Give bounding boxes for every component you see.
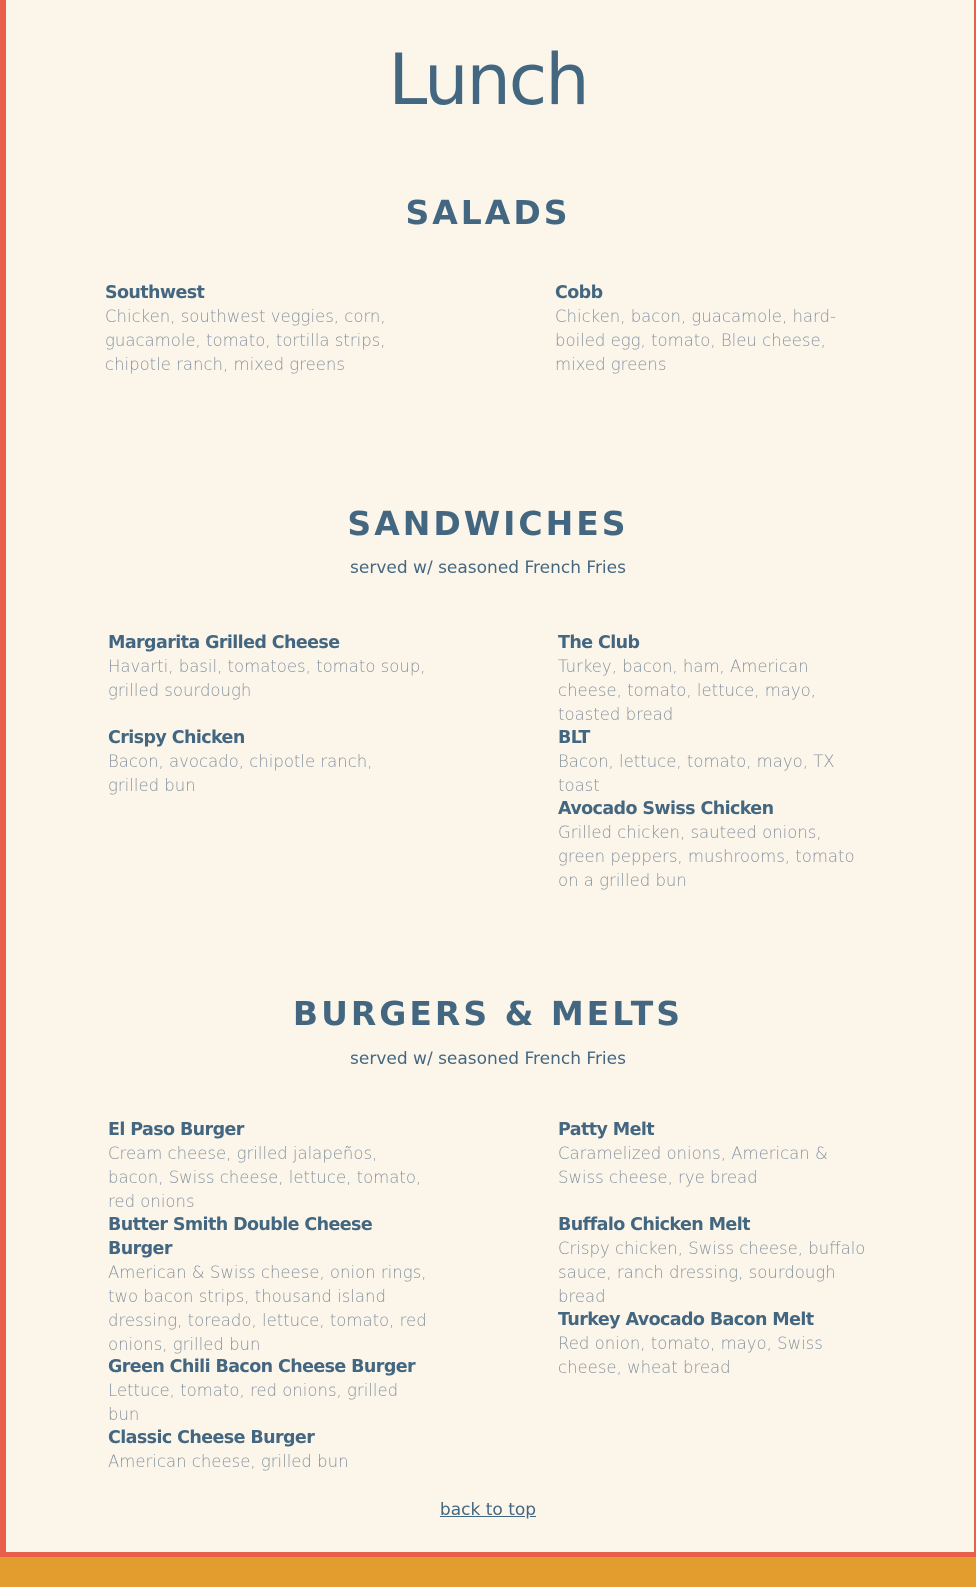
burgers-subtitle: served w/ seasoned French Fries bbox=[350, 1049, 626, 1069]
item-name: Patty Melt bbox=[558, 1120, 655, 1140]
burgers-heading: BURGERS & MELTS bbox=[292, 994, 684, 1033]
item-name: Crispy Chicken bbox=[108, 728, 245, 748]
item-description: Caramelized onions, American & Swiss cheese, rye bread bbox=[558, 1144, 828, 1187]
menu-item-buffalo-chicken-melt bbox=[558, 1213, 868, 1309]
item-description: Chicken, bacon, guacamole, hard-boiled egg, tomato, Bleu cheese, mixed greens bbox=[555, 307, 836, 374]
menu-item-cobb bbox=[555, 281, 865, 377]
bottom-border-gold bbox=[0, 1557, 976, 1587]
menu-item-butter-smith-double-cheese-burger bbox=[108, 1213, 428, 1357]
menu-item-southwest bbox=[105, 281, 395, 377]
item-name: Cobb bbox=[555, 283, 603, 303]
left-border bbox=[0, 0, 6, 1554]
back-to-top-link[interactable]: back to top bbox=[439, 1500, 537, 1520]
salads-heading: SALADS bbox=[405, 193, 571, 232]
item-name: Green Chili Bacon Cheese Burger bbox=[108, 1357, 416, 1377]
item-description: Bacon, avocado, chipotle ranch, grilled bun bbox=[108, 752, 373, 795]
sandwiches-heading: SANDWICHES bbox=[347, 504, 629, 543]
item-description: Chicken, southwest veggies, corn, guacamole, tomato, tortilla strips, chipotle ranch, mixed greens bbox=[105, 307, 386, 374]
menu-item-classic-cheese-burger bbox=[108, 1426, 428, 1474]
item-description: American & Swiss cheese, onion rings, two bacon strips, thousand island dressing, toreado, lettuce, tomato, red onions, grilled bun bbox=[108, 1263, 427, 1354]
item-description: Havarti, basil, tomatoes, tomato soup, grilled sourdough bbox=[108, 657, 426, 700]
menu-item-turkey-avocado-bacon-melt bbox=[558, 1308, 868, 1380]
back-to-top-container bbox=[0, 1499, 976, 1521]
item-description: Red onion, tomato, mayo, Swiss cheese, wheat bread bbox=[558, 1334, 823, 1377]
item-name: Avocado Swiss Chicken bbox=[558, 799, 774, 819]
menu-item-blt bbox=[558, 726, 868, 798]
item-name: Southwest bbox=[105, 283, 205, 303]
item-name: BLT bbox=[558, 728, 590, 748]
item-name: Butter Smith Double Cheese Burger bbox=[108, 1215, 373, 1259]
item-description: Bacon, lettuce, tomato, mayo, TX toast bbox=[558, 752, 835, 795]
page-title: Lunch bbox=[388, 39, 588, 121]
menu-item-crispy-chicken bbox=[108, 726, 428, 798]
item-description: Turkey, bacon, ham, American cheese, tomato, lettuce, mayo, toasted bread bbox=[558, 657, 817, 724]
item-name: Buffalo Chicken Melt bbox=[558, 1215, 750, 1235]
item-description: Grilled chicken, sauteed onions, green peppers, mushrooms, tomato on a grilled bun bbox=[558, 823, 855, 890]
item-description: Crispy chicken, Swiss cheese, buffalo sauce, ranch dressing, sourdough bread bbox=[558, 1239, 866, 1306]
menu-item-margarita-grilled-cheese bbox=[108, 631, 428, 703]
sandwiches-subtitle: served w/ seasoned French Fries bbox=[350, 558, 626, 578]
item-description: American cheese, grilled bun bbox=[108, 1452, 349, 1471]
item-name: Classic Cheese Burger bbox=[108, 1428, 315, 1448]
menu-item-el-paso-burger bbox=[108, 1118, 428, 1214]
item-description: Cream cheese, grilled jalapeños, bacon, Swiss cheese, lettuce, tomato, red onions bbox=[108, 1144, 422, 1211]
item-name: El Paso Burger bbox=[108, 1120, 244, 1140]
menu-item-avocado-swiss-chicken bbox=[558, 797, 868, 893]
menu-item-patty-melt bbox=[558, 1118, 868, 1190]
item-name: Margarita Grilled Cheese bbox=[108, 633, 340, 653]
item-name: The Club bbox=[558, 633, 640, 653]
item-description: Lettuce, tomato, red onions, grilled bun bbox=[108, 1381, 399, 1424]
menu-item-the-club bbox=[558, 631, 868, 727]
item-name: Turkey Avocado Bacon Melt bbox=[558, 1310, 814, 1330]
menu-item-green-chili-bacon-cheese-burger bbox=[108, 1355, 428, 1427]
